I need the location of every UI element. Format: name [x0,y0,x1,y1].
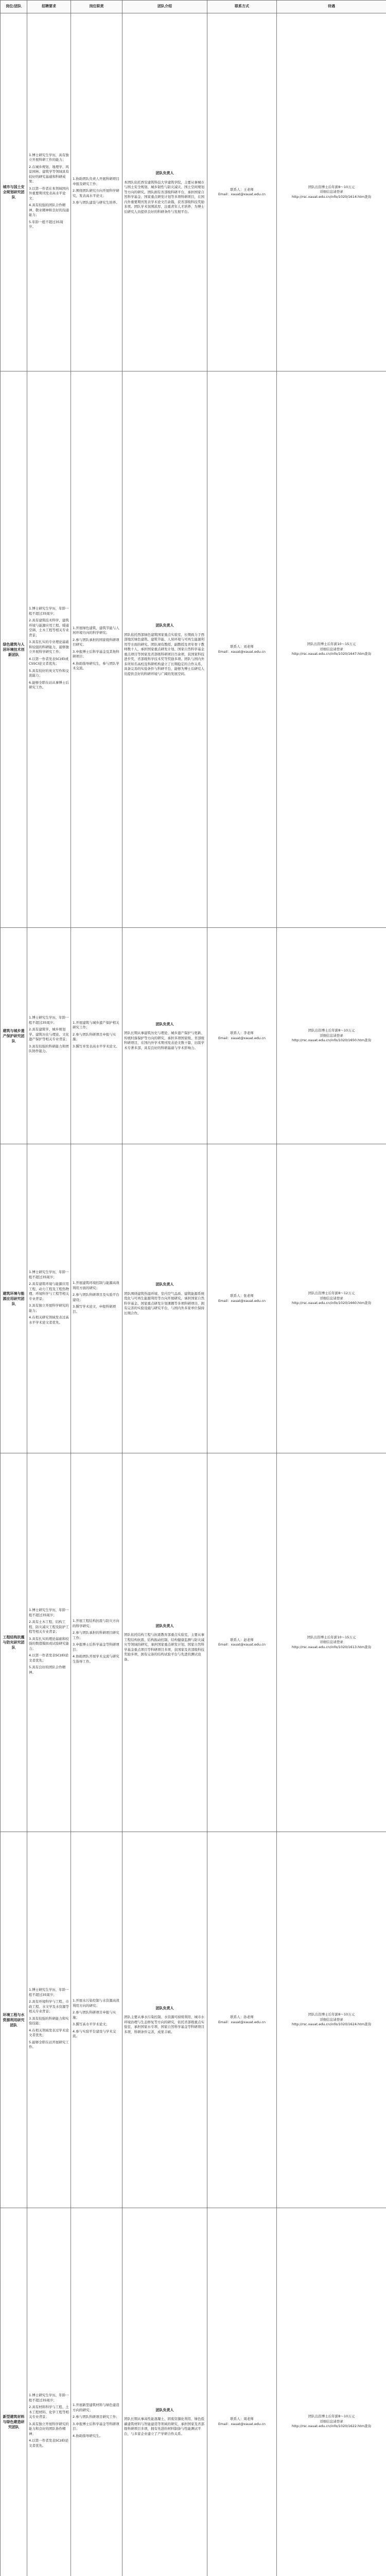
requirements-cell [27,371,71,928]
team-name: 新型建筑材料与绿色建造研究团队 [3,2414,25,2429]
duty-item: 3.撰写学术论文，申报科研项目。 [73,1304,116,1314]
table-row [1,928,386,1144]
requirement-item: 1.博士研究生学历，年龄一般不超过35周岁； [29,1608,69,1617]
duties-cell [71,371,122,928]
header-duties: 岗位职责 [71,1,122,13]
salary-item: 团队出资博士后年薪8～10万元 [308,184,355,189]
duties-cell [71,2208,122,2576]
contact-cell [207,1144,277,1453]
requirement-item: 3.具有较强的科研能力和团队协作能力。 [29,1044,69,1054]
team-cell [122,1453,207,1832]
duty-item: 4.协助团队开展学术交流与研究生指导工作。 [73,1654,119,1664]
requirement-item: 5.能够全职在站开展研究工作。 [29,2040,69,2049]
salary-item: http://rsc.xauat.edu.cn/info/1020/1624.htm查询 [291,2022,372,2027]
header-salary: 待遇 [277,1,386,13]
salary-item: 详细信息请登录 [320,190,343,194]
duties-cell [71,1453,122,1832]
requirement-item: 2.具有环境科学与工程、市政工程、水文学及水资源等相关专业背景； [29,1999,69,2014]
duties-cell [71,928,122,1144]
salary-cell [277,2208,386,2576]
requirement-item: 4.以第一作者发表SCI/EI或CSSCI论文者优先； [29,656,68,666]
duty-item: 2.参与团队科研项目申报与实施； [73,2010,116,2020]
salary-cell [277,13,386,371]
team-name-cell [1,1453,27,1832]
contact-item: Email：xauat@xauat.edu.cn [218,2020,266,2024]
team-description: 团队围绕建筑热湿环境、室内空气品质、建筑能源系统优化与可再生能源利用等方向开展研究，承担国家自然科学基金、国家重点研发计划课题等多项科研项目，拥有完善的实验设施与研究平台，与国内外多家单位保持长期合作。 [124,1291,204,1315]
salary-item: 团队出资博士后年薪8～10万元 [308,2414,355,2419]
team-title: 团队负责人 [155,1623,174,1628]
header-contact: 联系方式 [207,1,277,13]
requirement-item: 5.具有良好的团队合作精神。 [29,1665,66,1674]
team-name-cell [1,13,27,371]
contact-cell [207,1832,277,2208]
salary-item: 团队出资博士后年薪10～15万元 [307,1635,356,1639]
duty-item: 2.参与团队科研项目研究工作； [73,2415,119,2419]
contact-item: 联系人：刘老师 [230,645,254,649]
salary-item: 详细信息请登录 [320,2419,343,2424]
salary-item: 详细信息请登录 [320,1033,343,1038]
duty-item: 1.开展建筑与城乡遗产保护相关研究工作； [73,1020,119,1030]
salary-cell [277,1453,386,1832]
requirements-cell [27,1832,71,2208]
salary-item: 团队出资博士后年薪8～12万元 [308,1291,355,1296]
table-row [1,1453,386,1832]
contact-item: Email：xauat@xauat.edu.cn [218,1036,266,1040]
duties-cell [71,13,122,371]
contact-cell [207,2208,277,2576]
team-name-cell [1,371,27,928]
requirement-item: 1.博士研究生学历，年龄一般不超过35周岁； [29,1988,69,1997]
duty-item: 3.申报博士后科学基金等科研项目； [73,1642,119,1652]
salary-item: 团队出资博士后年薪8～10万元 [308,2012,355,2017]
duty-item: 4.协助指导研究生。 [73,2433,103,2438]
duty-item: 2.参与团队承担的国家级科研项目研究； [73,637,119,647]
requirement-item: 2.在城乡规划、地理学、风景园林、建筑学等领域具有较好的研究基础和科研成果； [29,164,69,183]
salary-cell [277,928,386,1144]
duty-item: 1.开展绿色建筑、建筑节能与人居环境方向的科学研究； [73,625,119,635]
team-name-cell [1,2208,27,2576]
team-name-cell [1,928,27,1144]
salary-cell [277,1144,386,1453]
team-cell [122,13,207,371]
team-cell [122,928,207,1144]
duty-item: 1.开展水污染控制与水资源高效利用方向的研究； [73,1998,119,2008]
table-row [1,2208,386,2576]
requirement-item: 2.具有土木工程、结构工程、防灾减灾工程及防护工程等相关专业背景； [29,1620,69,1634]
team-name-cell [1,1144,27,1453]
team-description: 本团队依托西安建筑科技大学建筑学院，主要从事城市与国土安全规划、城乡韧性与防灾减灾、国土空间规划等方向的研究。团队拥有省部级科研平台，承担国家自然科学基金、国家重点研发计划等多项科研项目，在国内外重要期刊发表学术论文百余篇，获省部级科技奖励多项。团队学术氛围浓厚，注重青年人才培养，为博士后研究人员提供良好的科研条件与发展平台。 [124,180,204,214]
salary-cell [277,1832,386,2208]
duties-cell [71,1144,122,1453]
team-name: 建筑环境与能源应用研究团队 [3,1291,25,1306]
team-name-cell [1,1832,27,2208]
team-title: 团队负责人 [155,2408,174,2412]
contact-cell [207,371,277,928]
salary-item: http://rsc.xauat.edu.cn/info/1020/1613.htm查询 [291,1645,372,1649]
salary-item: 详细信息请登录 [320,1640,343,1645]
salary-item: http://rsc.xauat.edu.cn/info/1020/1660.htm查询 [291,1301,372,1306]
requirements-cell [27,2208,71,2576]
team-description: 团队长期从事高性能混凝土、固废资源化利用、绿色低碳建筑材料与智能建造等领域的研究，承担国家及省部级科研项目多项，拥有先进的材料制备与性能测试平台，与多家企业建立了产学研合作关系。 [124,2417,204,2436]
team-title: 团队负责人 [155,1022,174,1026]
table-row [1,13,386,371]
requirements-cell [27,928,71,1144]
salary-item: 详细信息请登录 [320,2017,343,2022]
contact-item: 联系人：李老师 [230,1031,254,1035]
contact-item: 联系人：王老师 [230,187,254,192]
requirement-item: 2.具有材料科学与工程、土木工程材料、化学工程等相关专业背景； [29,2405,69,2419]
table-row [1,371,386,928]
team-name: 建筑与城乡遗产保护研究团队 [3,1028,25,1043]
requirement-item: 5.具有较好的英文写作和交流能力； [29,668,69,678]
header-team: 团队介绍 [122,1,207,13]
contact-item: Email：xauat@xauat.edu.cn [218,2421,266,2426]
requirement-item: 4.在相关研究领域发表过高水平学术论文者优先。 [29,1315,69,1325]
salary-item: 详细信息请登录 [320,1296,343,1300]
team-name: 绿色建筑与人居环境技术创新团队 [3,642,25,657]
duty-item: 3.撰写高水平学术论文； [73,2022,110,2027]
requirement-item: 1.博士研究生学历，年龄一般不超过35周岁； [29,2393,69,2402]
salary-item: 团队出资博士后年薪8～10万元 [308,1028,355,1033]
contact-item: Email：xauat@xauat.edu.cn [218,192,266,196]
duty-item: 2.参与团队承担的科研项目研究工作； [73,1631,119,1640]
table-body [1,13,386,2576]
requirement-item: 1.博士研究生学历，年龄一般不超过35周岁； [29,1270,69,1279]
team-description: 团队依托西部绿色建筑国家重点实验室，长期致力于西部地区绿色建筑、建筑节能、人居环境与可再生能源利用等方面的研究。团队现有教授、副教授及青年骨干教师数十人，承担国家重点研发计划、国家自然科学基金重点项目等国家及省部级科研项目百余项，获国家科技进步奖、省部级科学技术奖等奖励多项。团队与国内外多所知名高校及科研机构建立了长期稳定的合作关系，具备完善的实验条件与科研平台，能够为博士后研究人员提供良好的科研环境与广阔的发展空间。 [124,632,204,676]
requirement-item: 4.以第一作者发表SCI/EI论文者优先。 [29,2438,68,2448]
requirement-item: 3.具有扎实的专业理论基础和较强的科研能力，能够独立开展科学研究工作； [29,640,69,654]
duty-item: 1.开展建筑环境控制与能源高效利用方面的研究； [73,1281,119,1290]
contact-item: 联系人：周老师 [230,2417,254,2421]
team-title: 团队负责人 [155,1282,174,1286]
salary-item: http://rsc.xauat.edu.cn/info/1020/1647.htm查询 [291,652,372,656]
team-cell [122,1144,207,1453]
duty-item: 3.撰写并发表高水平学术论文。 [73,1044,119,1048]
duties-cell [71,1832,122,2208]
salary-item: 详细信息请登录 [320,647,343,651]
salary-item: 团队出资博士后年薪10～15万元 [307,642,356,647]
team-cell [122,1832,207,2208]
team-title: 团队负责人 [155,171,174,175]
table-row [1,1832,386,2208]
table-row [1,1144,386,1453]
requirement-item: 3.以第一作者在本领域国内外重要期刊发表高水平论文； [29,186,69,200]
contact-item: 联系人：赵老师 [230,1637,254,1642]
team-title: 团队负责人 [155,2006,174,2010]
team-title: 团队负责人 [155,623,174,628]
requirement-item: 4.在相关领域发表过学术论文者优先； [29,2028,69,2038]
contact-item: Email：xauat@xauat.edu.cn [218,1298,266,1303]
header-requirements: 招聘要求 [27,1,71,13]
duty-item: 1.协助团队负责人开展科研项目申报及研究工作； [73,177,119,186]
salary-cell [277,371,386,928]
duty-item: 3.申报博士后科学基金等科研项目； [73,2421,119,2431]
team-name: 环境工程与水资源利用研究团队 [3,2012,25,2027]
duty-item: 4.参与实验平台建设与学术交流。 [73,2029,116,2039]
requirement-item: 3.具有扎实的理论基础和较强的数值模拟或试验研究能力； [29,1636,69,1651]
requirement-item: 1.博士研究生学历，年龄一般不超过35周岁； [29,1015,69,1025]
duty-item: 2.参与团队科研项目及实验平台建设； [73,1293,119,1302]
team-name: 工程结构抗震与防灾研究团队 [3,1635,25,1650]
salary-item: http://rsc.xauat.edu.cn/info/1020/1622.htm查询 [291,2424,372,2429]
team-description: 团队长期从事建筑历史与理论、城乡遗产保护与更新、传统村落保护等方向的研究，承担多项国家级、省部级科研项目，在国内外学术期刊发表论文数十篇，出版学术专著多部，具有良好的科研基础与学术影响力。 [124,1031,204,1050]
requirement-item: 5.年龄一般不超过35周岁。 [29,219,63,229]
contact-item: 联系人：孙老师 [230,2015,254,2019]
requirement-item: 3.具有较强的科研能力和实验技能； [29,2016,69,2026]
contact-cell [207,928,277,1144]
contact-cell [207,1453,277,1832]
team-description: 团队依托结构工程与抗震教育部重点实验室，主要从事工程结构抗震、结构振动控制、结构健康监测与防灾减灾等领域的研究，承担国家重点研发计划、国家自然科学基金重点项目等科研项目多项，获国家及省部级科技奖励多项，拥有完备的结构试验平台与先进的测试设备。 [124,1633,204,1662]
salary-item: http://rsc.xauat.edu.cn/info/1020/1614.htm查询 [291,194,372,199]
contact-item: 联系人：张老师 [230,1294,254,1298]
duty-item: 3.申报博士后科学基金及其他科研项目； [73,649,119,658]
requirement-item: 6.能够全职在站从事博士后研究工作。 [29,680,69,690]
contact-cell [207,13,277,371]
team-cell [122,2208,207,2576]
contact-item: Email：xauat@xauat.edu.cn [218,1642,266,1647]
requirement-item: 1.博士研究生学历，具有独立开展科研工作的能力； [29,152,69,162]
team-cell [122,371,207,928]
contact-item: Email：xauat@xauat.edu.cn [218,649,266,654]
requirement-item: 2.具有建筑环境与能源应用工程、动力工程及工程热物理、环境科学与工程等相关专业背景； [29,1282,69,1301]
requirement-item: 3.具有独立开展科学研究的能力； [29,1303,69,1313]
requirement-item: 4.具有较强的团队合作精神、敬业精神和良好的沟通能力； [29,203,69,217]
requirements-cell [27,1453,71,1832]
requirement-item: 1.博士研究生学历，年龄一般不超过35周岁； [29,606,69,616]
duty-item: 1.开展新型建筑材料与绿色建造方向的研究； [73,2403,119,2412]
table-header-row [1,1,386,13]
header-dept: 岗位/团队 [1,1,27,13]
requirements-cell [27,13,71,371]
duty-item: 2.围绕团队研究方向开展科学研究，发表高水平论文； [73,189,119,198]
duty-item: 2.参与团队科研项目申报与实施； [73,1032,116,1042]
requirement-item: 2.具有建筑学、城乡规划学、建筑历史与理论、文化遗产保护等相关专业背景； [29,1027,69,1042]
team-description: 团队主要从事水污染控制、水资源可持续利用、城市水环境治理与生态修复等方向的研究，依托省部级重点实验室，承担国家水专项、国家自然科学基金等科研项目多项，科研条件完善，成果丰硕。 [124,2015,204,2034]
team-name: 城市与国土安全规划研究团队 [3,185,25,199]
duty-item: 4.协助指导研究生，参与团队学术交流。 [73,661,119,670]
requirement-item: 4.以第一作者发表SCI/EI论文者优先； [29,1653,68,1663]
requirements-cell [27,1144,71,1453]
salary-item: http://rsc.xauat.edu.cn/info/1020/1650.htm查询 [291,1038,372,1043]
requirement-item: 3.具有独立开展科学研究的能力和良好的团队协作精神； [29,2421,69,2436]
duty-item: 1.开展工程结构抗震与防灾方向的科学研究； [73,1619,119,1628]
requirement-item: 2.具有建筑技术科学、建筑环境与能源应用工程、暖通空调、土木工程等相关专业背景； [29,618,69,637]
duty-item: 3.参与团队建设与研究生培养。 [73,200,119,205]
